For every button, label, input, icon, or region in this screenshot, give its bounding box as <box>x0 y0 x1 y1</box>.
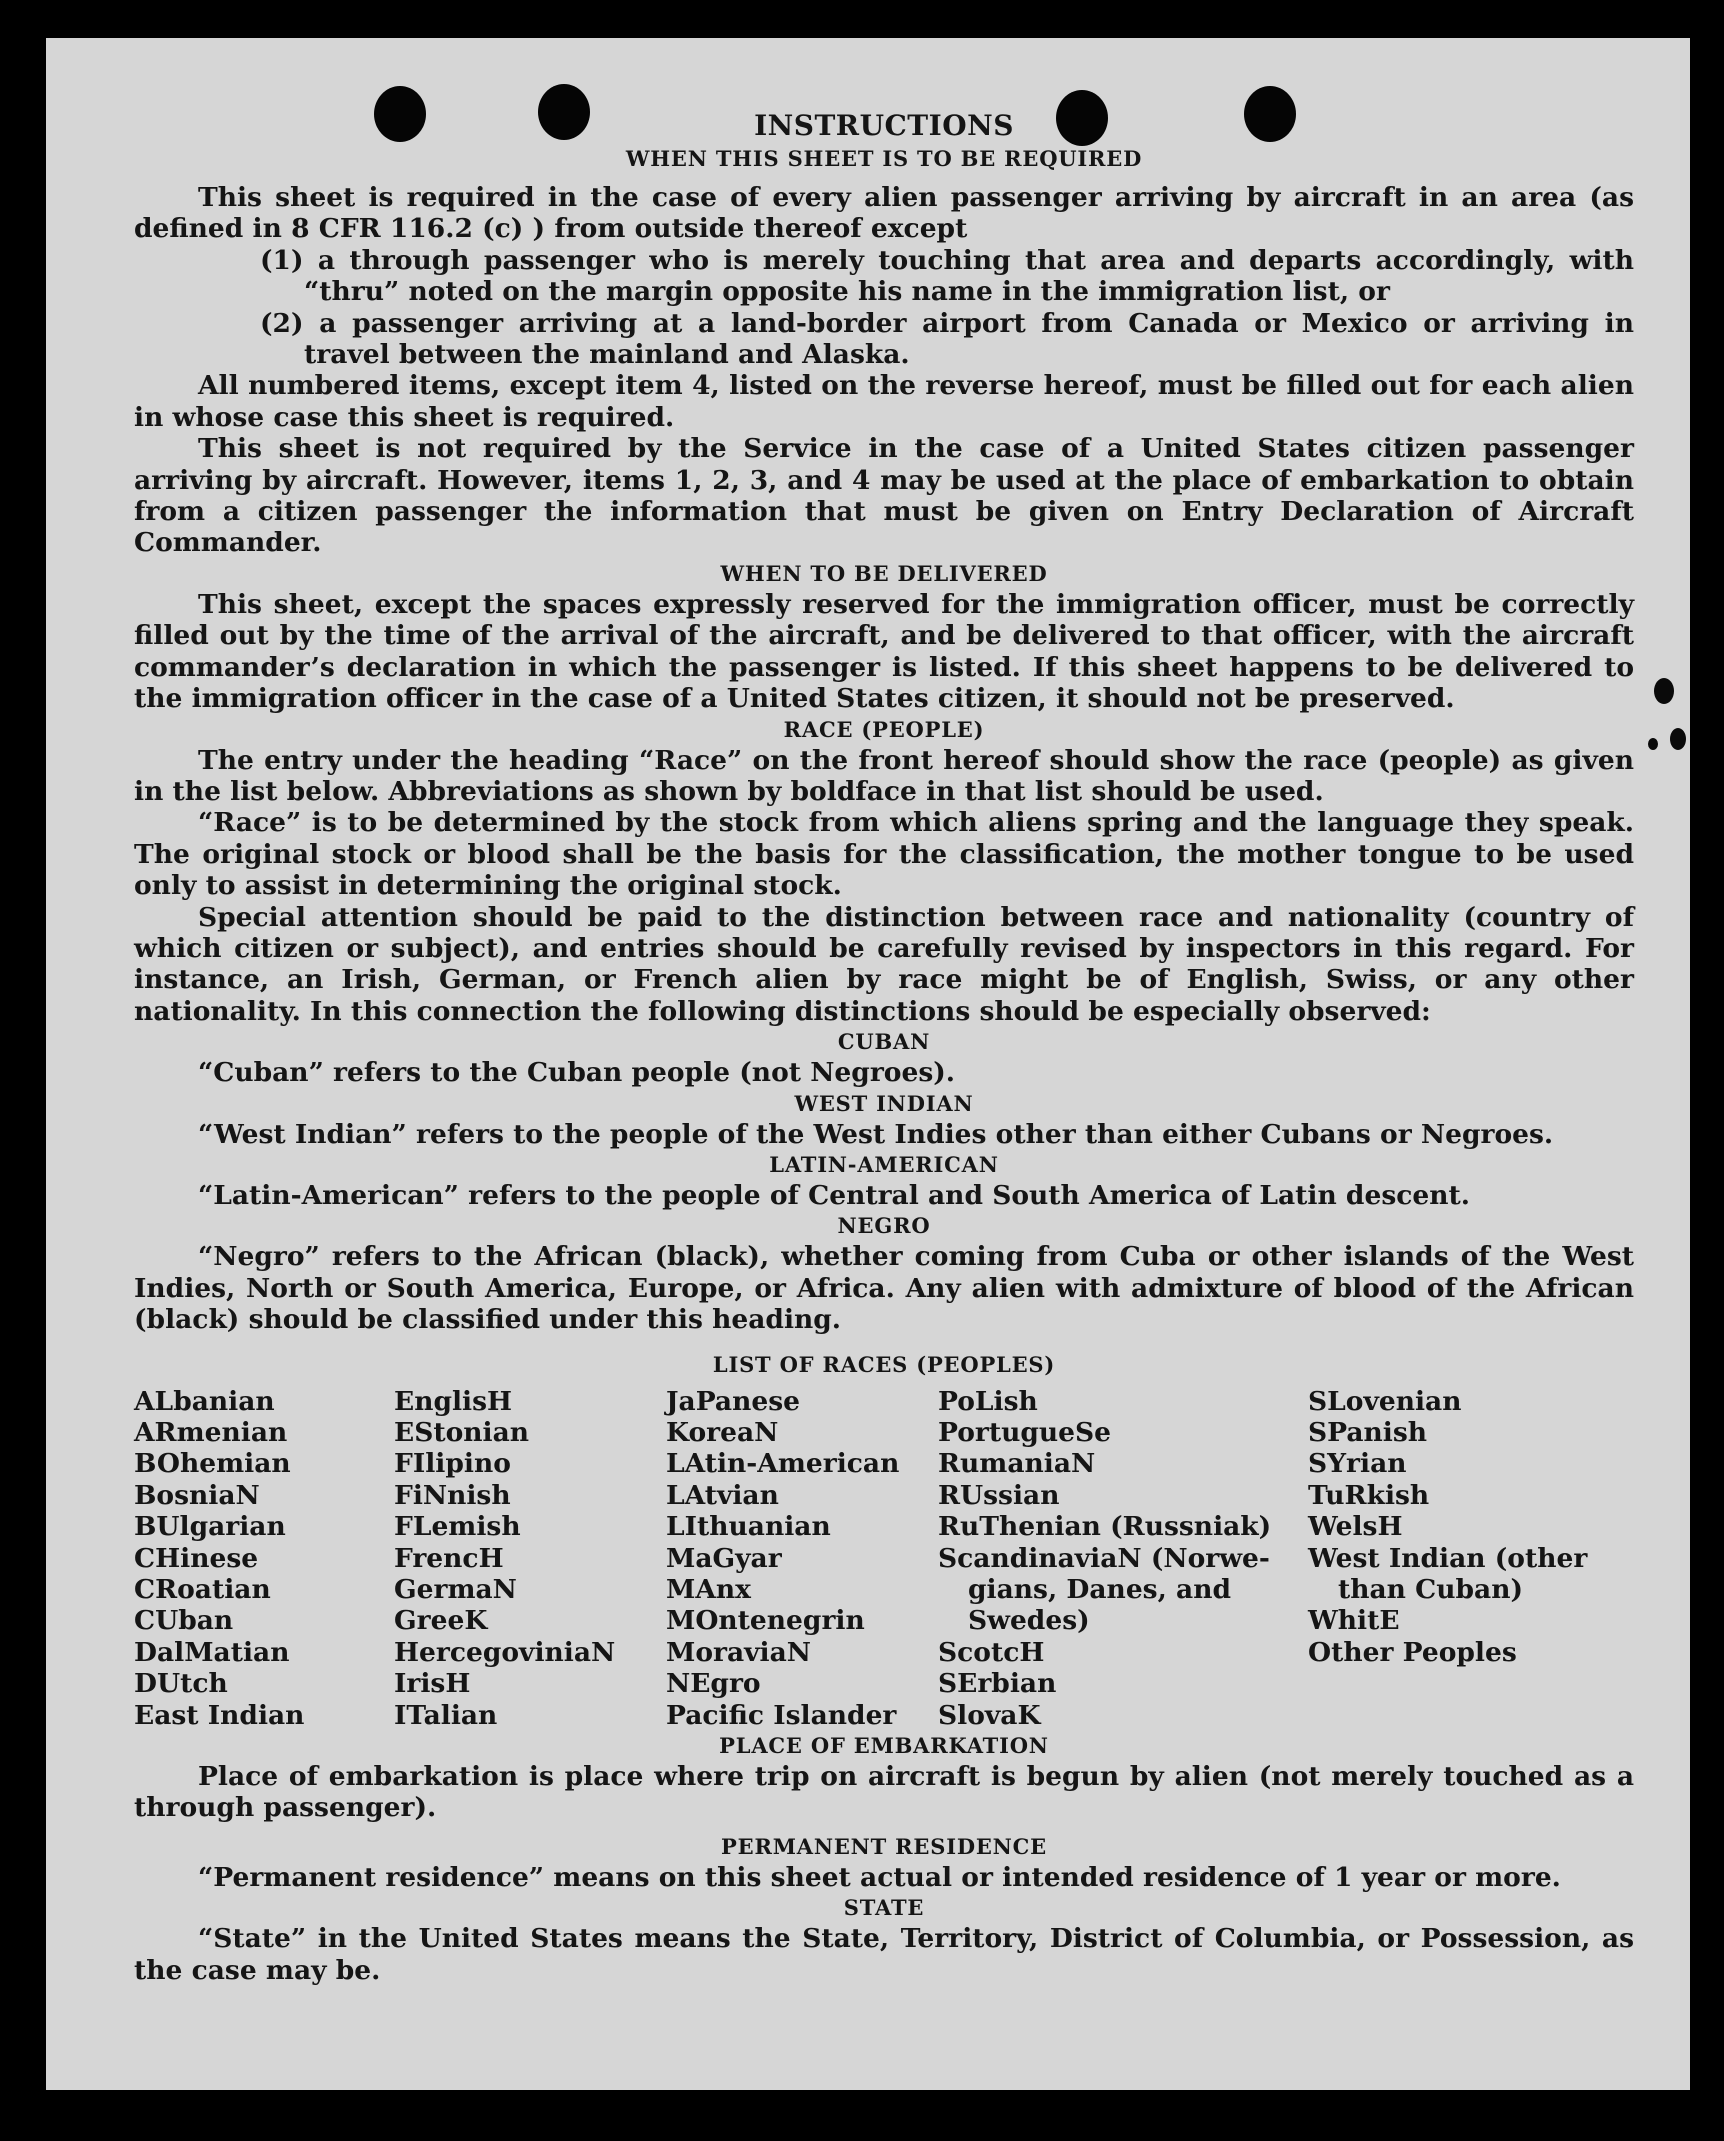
race-entry: FIlipino <box>394 1448 511 1480</box>
race-entry: NEgro <box>666 1668 761 1700</box>
race-entry: RuThenian (Russniak) <box>938 1511 1272 1543</box>
heading-race: RACE (PEOPLE) <box>783 716 985 742</box>
race-entry: DUtch <box>134 1668 228 1700</box>
race-entry: CHinese <box>134 1542 259 1574</box>
race-entry: RUssian <box>938 1479 1060 1511</box>
race-entry: CRoatian <box>134 1574 271 1606</box>
paragraph: This sheet, except the spaces expressly reserved for the immigration officer, must be correctly filled out by the time of the arrival of the aircraft, and be delivered to that officer, with the aircraft commander’s declaration in which the passenger is listed. If this sheet happens to be delivered to the immigration officer in the case of a United States citizen, it should not be preserved. <box>134 588 1634 715</box>
paragraph: This sheet is required in the case of every alien passenger arriving by aircraft in an area (as defined in 8 CFR 116.2 (c) ) from outside thereof except <box>134 182 1634 245</box>
races-column-5 <box>1308 1386 1634 1731</box>
race-entry: East Indian <box>134 1699 305 1731</box>
heading-when-required: WHEN THIS SHEET IS TO BE REQUIRED <box>625 146 1143 171</box>
races-column-2 <box>394 1386 666 1731</box>
race-entry: PortugueSe <box>938 1417 1112 1448</box>
paragraph: “Negro” refers to the African (black), whether coming from Cuba or other islands of the West Indies, North or South America, Europe, or Africa. Any alien with admixture of blood of the African (black) should be classified under this heading. <box>134 1241 1634 1336</box>
list-item: (1) a through passenger who is merely touching that area and departs accordingly, with “thru” noted on the margin opposite his name in the immigration list, or <box>260 244 1634 308</box>
heading-place-of-embarkation: PLACE OF EMBARKATION <box>719 1733 1049 1759</box>
page-title: INSTRUCTIONS <box>754 109 1014 142</box>
race-entry: West Indian (other <box>1308 1542 1588 1574</box>
race-entry: TuRkish <box>1308 1479 1430 1511</box>
race-entry: FLemish <box>394 1511 521 1543</box>
paragraph: “Cuban” refers to the Cuban people (not Negroes). <box>198 1057 955 1089</box>
race-entry: MaGyar <box>666 1542 782 1574</box>
race-entry: CUban <box>134 1605 234 1637</box>
race-entry: RumaniaN <box>938 1448 1096 1480</box>
race-entry: BUlgarian <box>134 1511 286 1543</box>
race-entry: PoLish <box>938 1385 1038 1417</box>
race-entry: WhitE <box>1308 1605 1400 1637</box>
heading-when-delivered: WHEN TO BE DELIVERED <box>720 560 1048 586</box>
paragraph: This sheet is not required by the Service in the case of a United States citizen passenger arriving by aircraft. However, items 1, 2, 3, and 4 may be used at the place of embarkation to obtain from a citizen passenger the information that must be given on Entry Declaration of Aircraft Commander. <box>134 433 1634 559</box>
race-entry: HercegoviniaN <box>394 1636 616 1668</box>
paragraph: “State” in the United States means the State, Territory, District of Columbia, or Possession, as the case may be. <box>134 1923 1634 1986</box>
race-entry: MOntenegrin <box>666 1605 865 1637</box>
race-entry: EStonian <box>394 1417 530 1448</box>
paragraph: The entry under the heading “Race” on the front hereof should show the race (people) as given in the list below. Abbreviations as shown by boldface in that list should be used. <box>134 744 1634 807</box>
race-entry: DalMatian <box>134 1636 290 1668</box>
race-entry: BosniaN <box>134 1479 260 1511</box>
race-entry: WelsH <box>1308 1511 1403 1543</box>
race-entry: SPanish <box>1308 1417 1428 1448</box>
races-column-4 <box>938 1386 1308 1731</box>
race-entry: gians, Danes, and <box>968 1574 1232 1606</box>
race-entry: SErbian <box>938 1668 1057 1700</box>
paragraph: Special attention should be paid to the distinction between race and nationality (country of which citizen or subject), and entries should be carefully revised by inspectors in this regard. For instance, an Irish, German, or French alien by race might be of English, Swiss, or any other nationality. In this connection the following distinctions should be especially observed: <box>134 901 1634 1027</box>
race-entry: SYrian <box>1308 1448 1407 1480</box>
heading-permanent-residence: PERMANENT RESIDENCE <box>721 1833 1047 1859</box>
paragraph: “West Indian” refers to the people of the West Indies other than either Cubans or Negroes. <box>198 1118 1554 1150</box>
race-entry: LAtin-American <box>666 1448 900 1480</box>
list-item: (2) a passenger arriving at a land-border airport from Canada or Mexico or arriving in travel between the mainland and Alaska. <box>260 307 1634 371</box>
ink-blot <box>1648 738 1658 750</box>
race-entry: FiNnish <box>394 1479 511 1511</box>
heading-negro: NEGRO <box>837 1213 931 1239</box>
races-list <box>134 1386 1634 1731</box>
race-entry: BOhemian <box>134 1448 291 1480</box>
race-entry: MoraviaN <box>666 1636 811 1668</box>
race-entry: than Cuban) <box>1338 1574 1524 1606</box>
heading-list-of-races: LIST OF RACES (PEOPLES) <box>712 1351 1056 1377</box>
heading-state: STATE <box>843 1895 925 1921</box>
race-entry: Pacific Islander <box>666 1699 897 1731</box>
instructions-content <box>134 108 1634 1986</box>
document-sheet <box>46 38 1690 2090</box>
paragraph: Place of embarkation is place where trip on aircraft is begun by alien (not merely touched as a through passenger). <box>134 1761 1634 1824</box>
race-entry: KoreaN <box>666 1417 779 1448</box>
race-entry: GermaN <box>394 1574 517 1606</box>
races-column-3 <box>666 1386 938 1731</box>
paragraph: “Race” is to be determined by the stock from which aliens spring and the language they speak. The original stock or blood shall be the basis for the classification, the mother tongue to be used only to assist in determining the original stock. <box>134 807 1634 902</box>
race-entry: ALbanian <box>134 1385 275 1417</box>
race-entry: SlovaK <box>938 1699 1041 1731</box>
heading-cuban: CUBAN <box>837 1029 931 1055</box>
ink-blot <box>1670 728 1686 750</box>
race-entry: IrisH <box>394 1668 471 1700</box>
heading-west-indian: WEST INDIAN <box>794 1090 974 1116</box>
heading-latin-american: LATIN-AMERICAN <box>769 1151 999 1177</box>
race-entry: JaPanese <box>666 1385 801 1417</box>
race-entry: ScandinaviaN (Norwe- <box>938 1542 1270 1574</box>
race-entry: ARmenian <box>134 1417 288 1448</box>
race-entry: GreeK <box>394 1605 488 1637</box>
race-entry: EnglisH <box>394 1385 513 1417</box>
race-entry: ITalian <box>394 1699 498 1731</box>
race-entry: FrencH <box>394 1542 504 1574</box>
race-entry: Swedes) <box>968 1605 1090 1637</box>
paragraph: All numbered items, except item 4, listed on the reverse hereof, must be filled out for each alien in whose case this sheet is required. <box>134 370 1634 433</box>
paragraph: “Latin-American” refers to the people of Central and South America of Latin descent. <box>198 1179 1470 1211</box>
races-column-1 <box>134 1386 394 1731</box>
race-entry: LAtvian <box>666 1479 779 1511</box>
race-entry: LIthuanian <box>666 1511 831 1543</box>
race-entry: Other Peoples <box>1308 1636 1517 1668</box>
race-entry: ScotcH <box>938 1636 1045 1668</box>
paragraph: “Permanent residence” means on this sheet actual or intended residence of 1 year or more. <box>198 1861 1561 1893</box>
race-entry: SLovenian <box>1308 1385 1462 1417</box>
race-entry: MAnx <box>666 1574 751 1606</box>
ink-blot <box>1654 678 1674 704</box>
